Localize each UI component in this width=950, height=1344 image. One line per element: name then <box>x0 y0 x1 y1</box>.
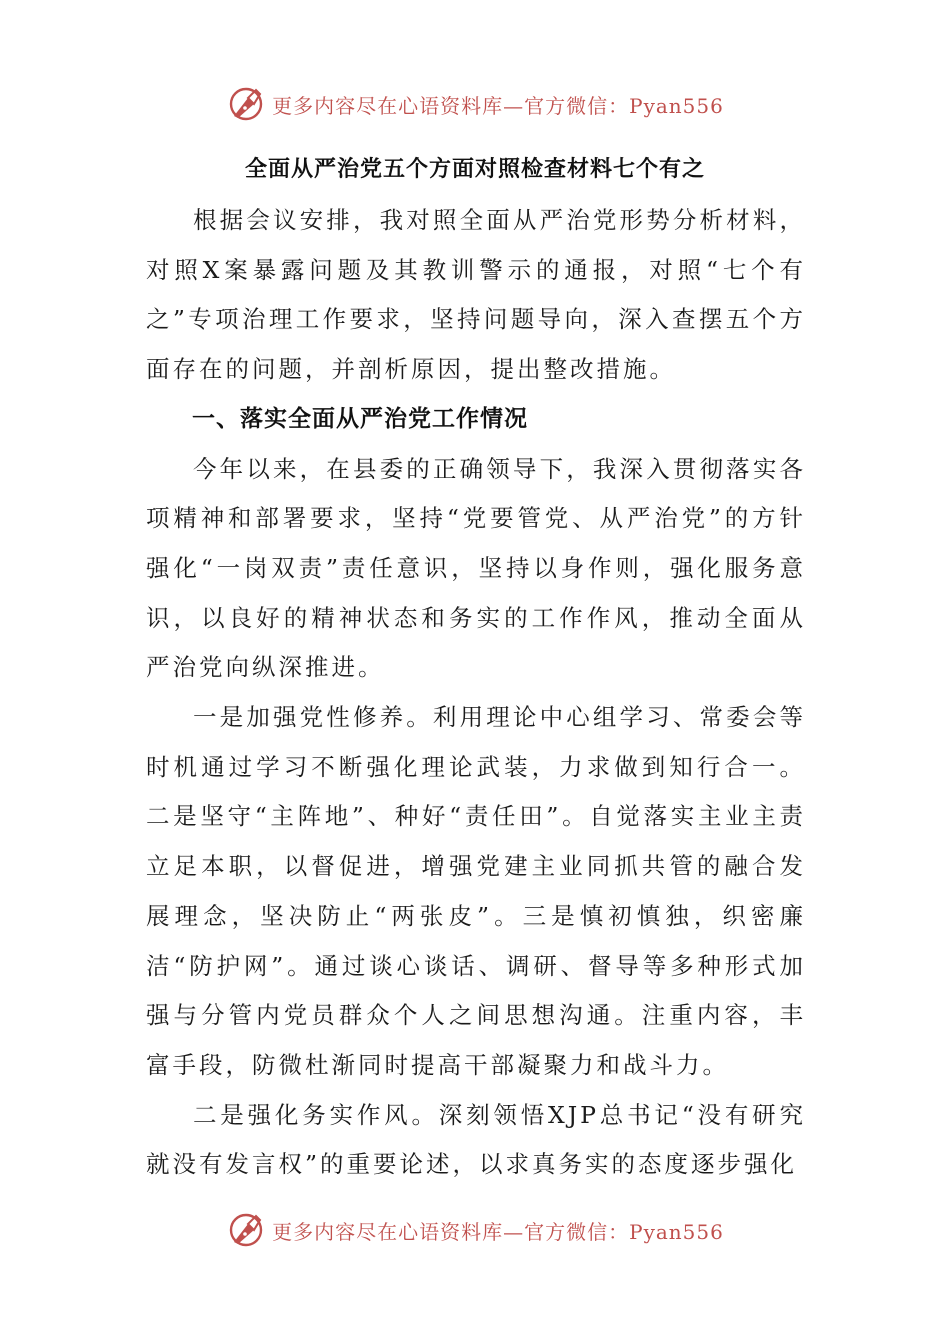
document-title: 全面从严治党五个方面对照检查材料七个有之 <box>244 157 705 182</box>
pen-nib-logo-icon <box>226 84 266 124</box>
header-watermark-banner <box>0 80 950 128</box>
section-heading: 一、落实全面从严治党工作情况 <box>192 405 528 432</box>
watermark-text: 更多内容尽在心语资料库—官方微信：Pyan556 <box>272 1219 724 1244</box>
body-paragraph: 一是加强党性修养。利用理论中心组学习、常委会等时机通过学习不断强化理论武装，力求做到知行合一。二是坚守“主阵地”、种好“责任田”。自觉落实主业主责立足本职，以督促进，增强党建主业同抓共管的融合发展理念，坚决防止“两张皮”。三是慎初慎独，织密廉洁“防护网”。通过谈心谈话、调研、督导等多种形式加强与分管内党员群众个人之间思想沟通。注重内容，丰富手段，防微杜渐同时提高干部凝聚力和战斗力。 <box>146 703 806 1079</box>
pen-nib-logo-icon <box>226 1210 266 1250</box>
intro-paragraph: 根据会议安排，我对照全面从严治党形势分析材料，对照X案暴露问题及其教训警示的通报，对照“七个有之”专项治理工作要求，坚持问题导向，深入查摆五个方面存在的问题，并剖析原因，提出整改措施。 <box>146 206 806 384</box>
body-paragraph: 今年以来，在县委的正确领导下，我深入贯彻落实各项精神和部署要求，坚持“党要管党、从严治党”的方针强化“一岗双责”责任意识，坚持以身作则，强化服务意识，以良好的精神状态和务实的工作作风，推动全面从严治党向纵深推进。 <box>146 454 806 682</box>
watermark-text: 更多内容尽在心语资料库—官方微信：Pyan556 <box>272 93 724 118</box>
document-body <box>146 196 806 1190</box>
body-paragraph: 二是强化务实作风。深刻领悟XJP总书记“没有研究就没有发言权”的重要论述，以求真务实的态度逐步强化 <box>146 1100 806 1179</box>
footer-watermark-banner <box>0 1206 950 1254</box>
